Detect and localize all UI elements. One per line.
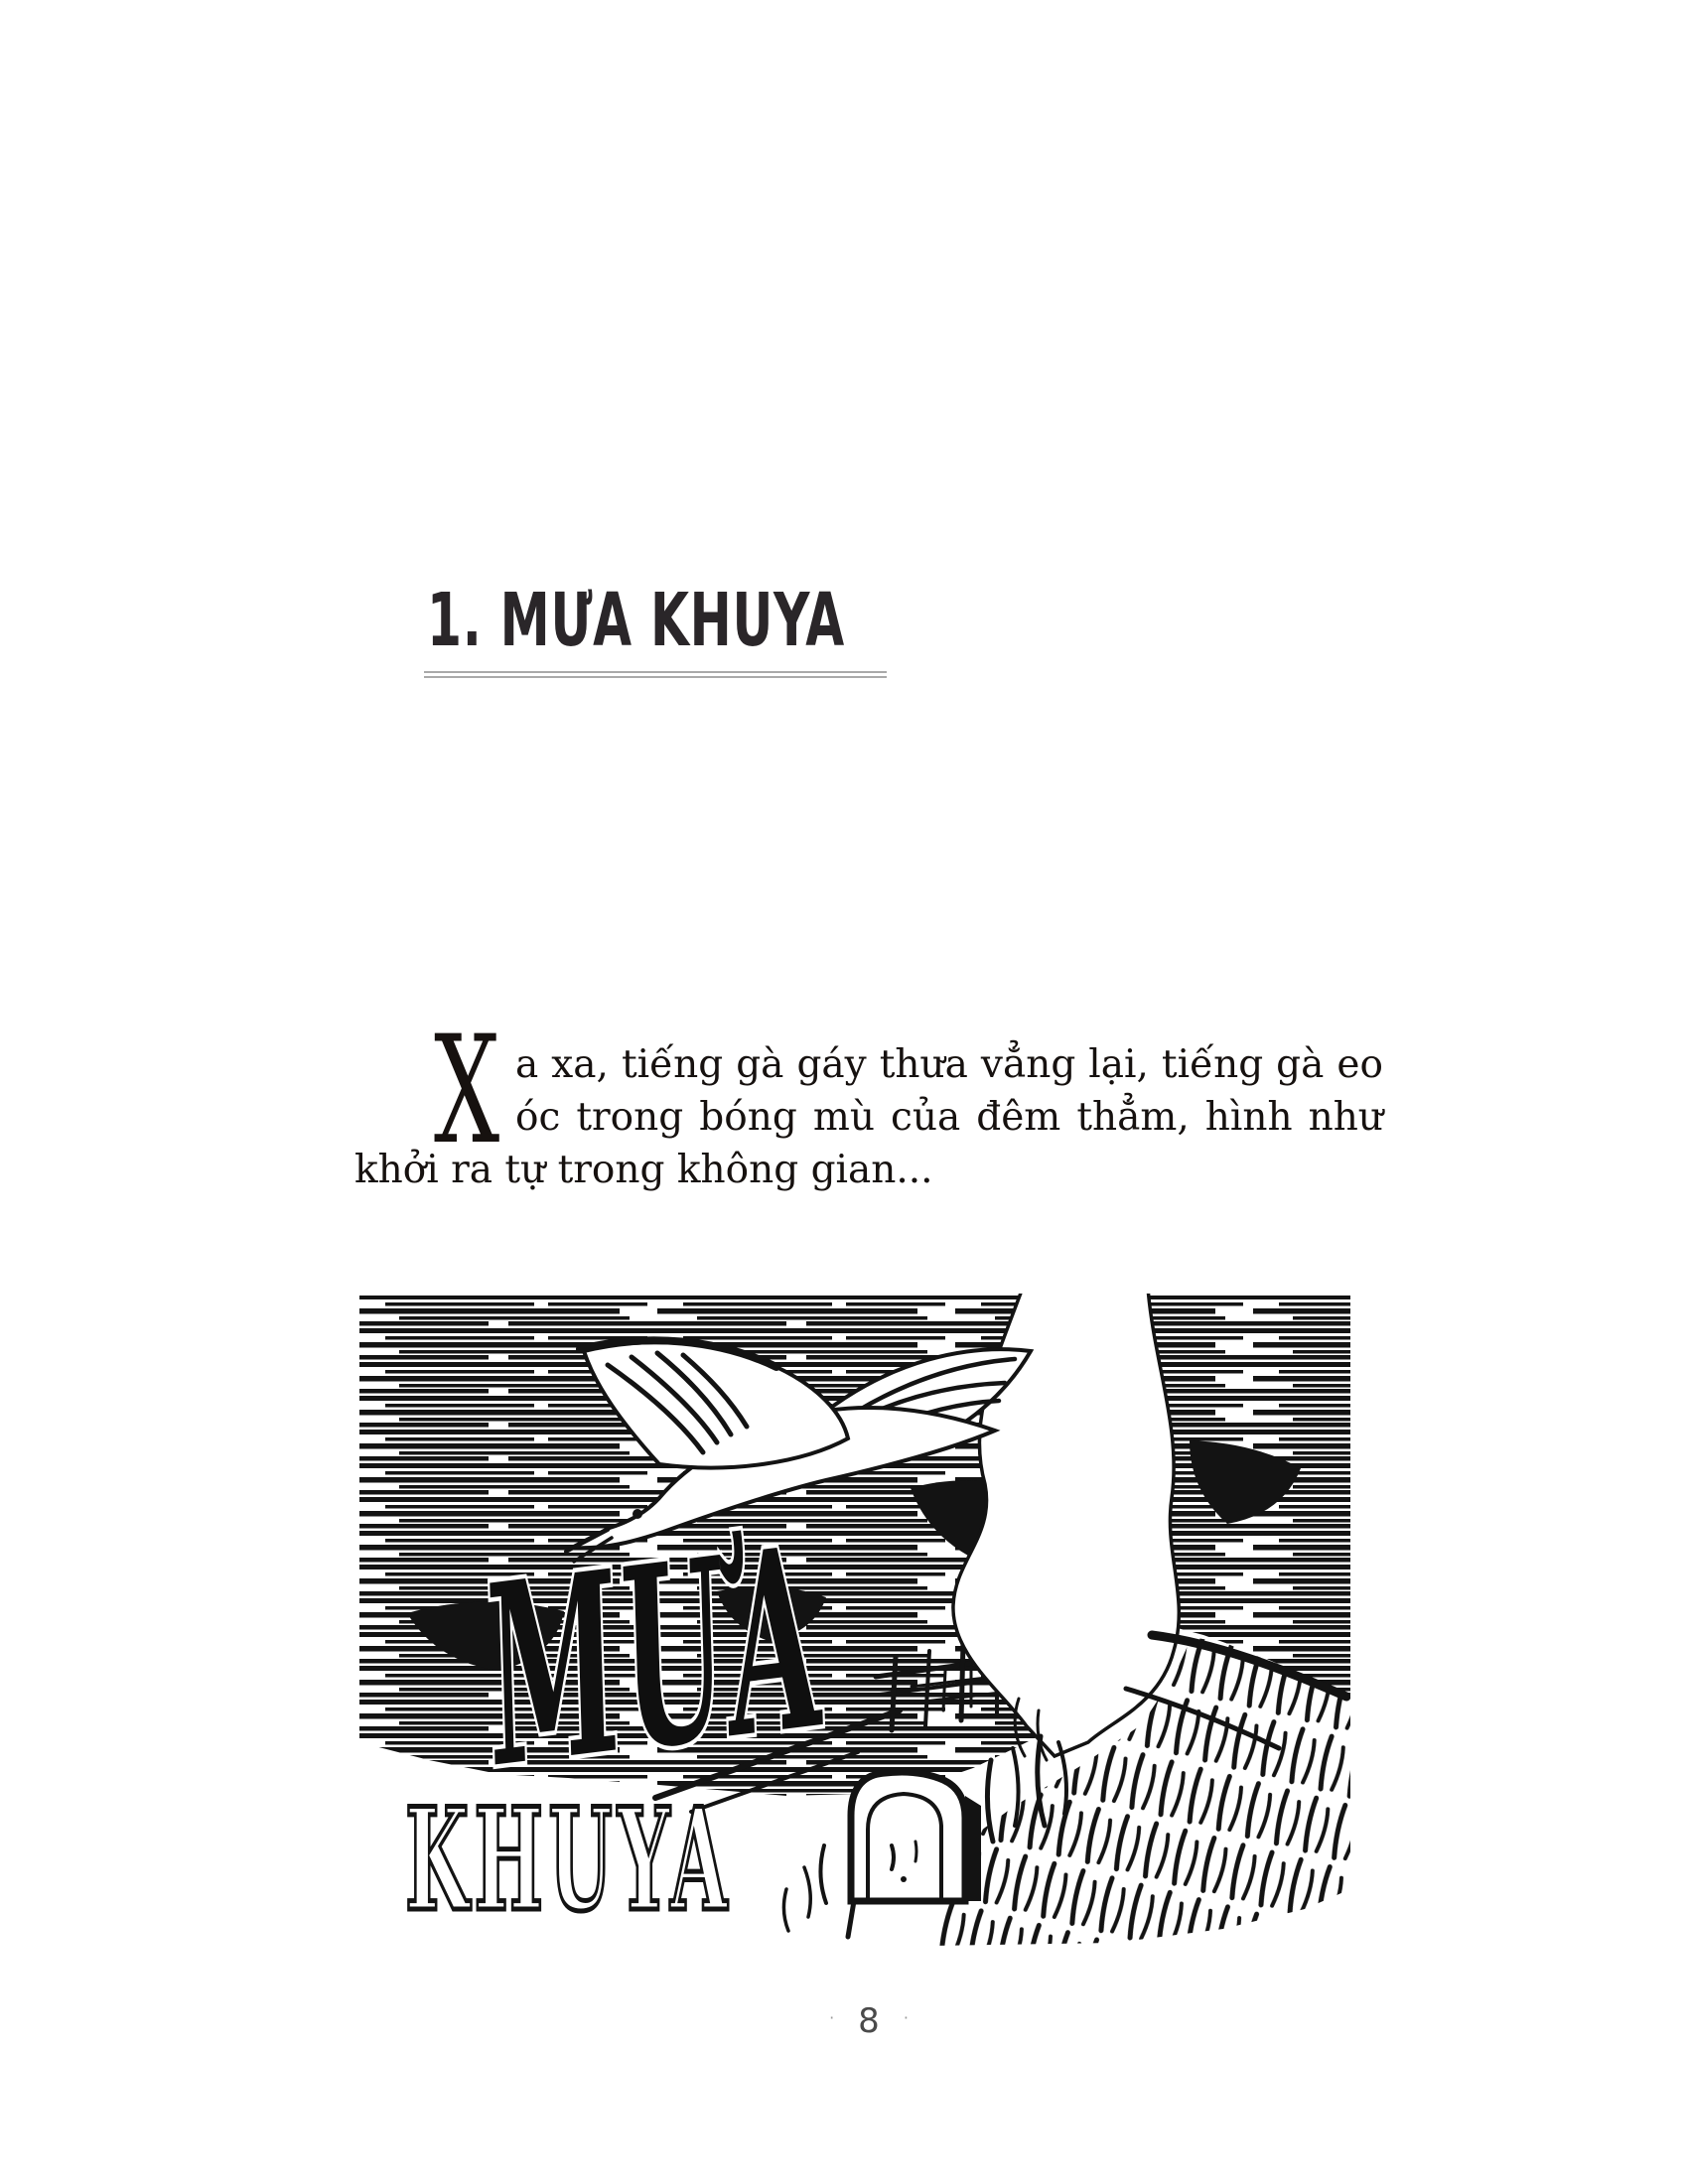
illustration-word-mua: MƯA <box>470 1493 840 1824</box>
page-footer <box>354 2001 1383 2041</box>
illustration-word-khuya: KHUYA <box>405 1777 733 1943</box>
opening-paragraph <box>354 1005 1383 1196</box>
footer-dot-right: · <box>903 2008 909 2027</box>
woodcut-night-scene <box>359 1294 1350 1946</box>
drop-cap: X <box>434 1005 500 1177</box>
chapter-heading: 1. MƯA KHUYA <box>427 578 845 663</box>
heading-rule <box>424 671 887 678</box>
illustration-word-mua-group <box>467 1493 840 1824</box>
page-number: 8 <box>858 2001 880 2041</box>
footer-dot-left: · <box>829 2008 835 2027</box>
illustration-word-khuya-group <box>405 1777 733 1943</box>
woodcut-illustration <box>359 1294 1350 1946</box>
paragraph-text: a xa, tiếng gà gáy thưa vẳng lại, tiếng gà eo óc trong bóng mù của đêm thẳm, hình như khởi ra tự trong không gian... <box>354 1042 1383 1192</box>
